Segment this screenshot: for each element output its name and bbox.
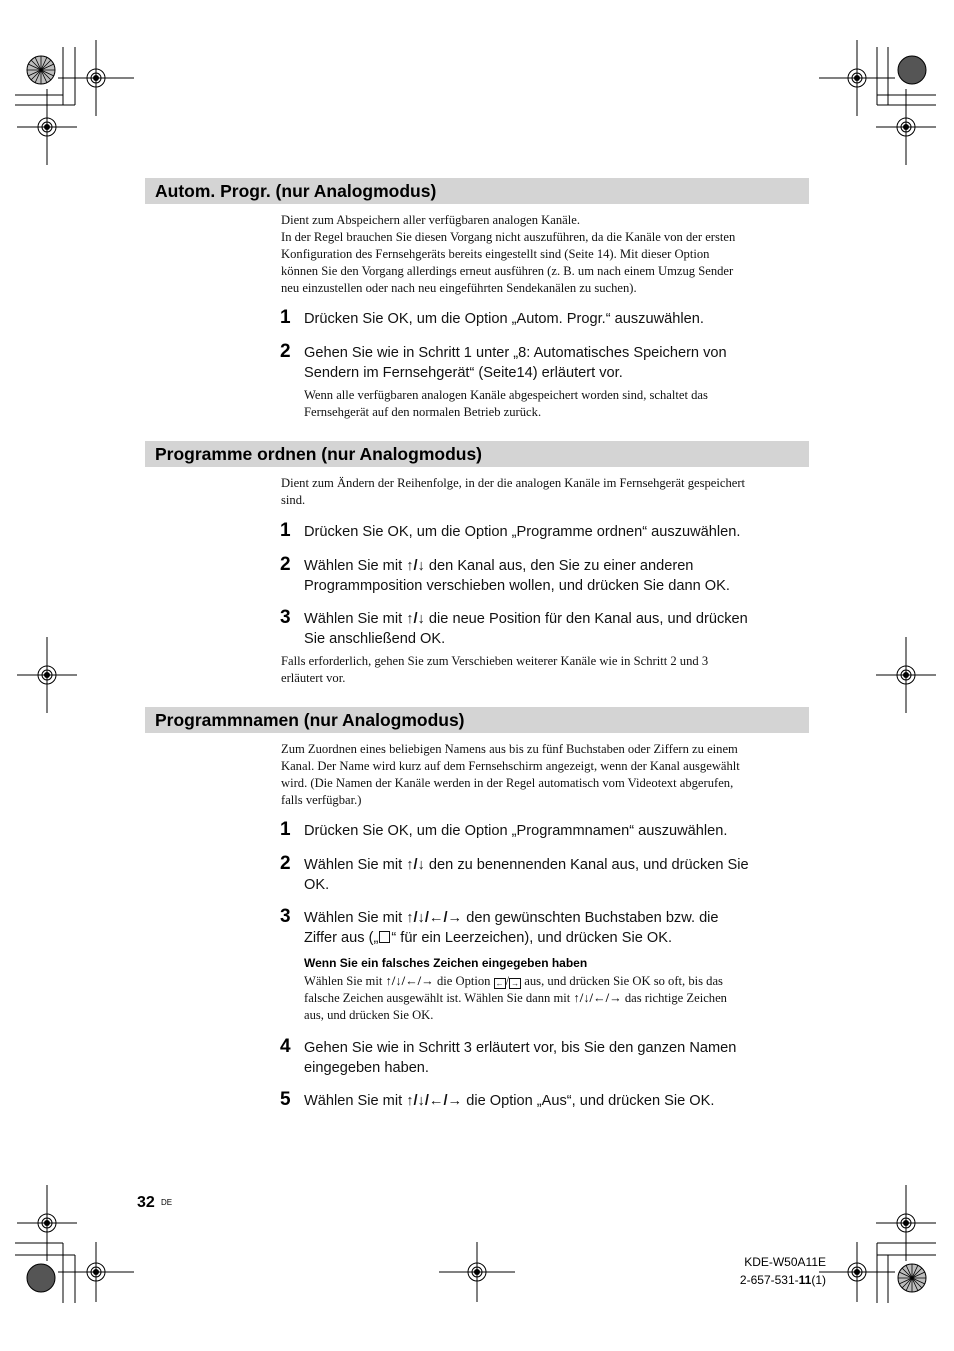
step-text <box>304 856 810 895</box>
note-part: das richtige Zeichen <box>624 991 727 1005</box>
intro-line: sind. <box>281 493 306 507</box>
intro-line: Konfiguration des Fernsehgeräts bereits eingestellt sind (Seite 14). Mit dieser Option <box>281 247 710 261</box>
note-part: die Option <box>436 974 491 988</box>
step-prefix: Wählen Sie mit <box>304 857 403 873</box>
note-part: Wählen Sie mit <box>304 974 383 988</box>
step-note <box>304 973 810 1024</box>
intro-line: Zum Zuordnen eines beliebigen Namens aus bis zu fünf Buchstaben oder Ziffern zu einem <box>281 742 738 756</box>
code-suffix: (1) <box>811 1273 826 1287</box>
model-number: KDE-W50A11E <box>744 1255 826 1269</box>
document-code <box>740 1273 826 1287</box>
step-text <box>304 344 810 383</box>
step-line: Sendern im Fernsehgerät“ (Seite14) erläutert vor. <box>304 364 623 381</box>
note-line: Falls erforderlich, gehen Sie zum Verschieben weiterer Kanäle wie in Schritt 2 und 3 <box>281 654 709 668</box>
step-line: eingegeben haben. <box>304 1059 429 1076</box>
step-prefix: Wählen Sie mit <box>304 910 403 926</box>
note-line: Wenn alle verfügbaren analogen Kanäle abgespeichert worden sind, schaltet das <box>304 388 708 402</box>
intro-line: wird. (Die Namen der Kanäle werden in der Regel automatisch vom Videotext abgerufen, <box>281 776 734 790</box>
step-part: Ziffer aus („ <box>304 929 379 946</box>
step-text <box>304 909 810 948</box>
step-line: Programmposition verschieben wollen, und drücken Sie dann OK. <box>304 577 730 594</box>
space-symbol-icon <box>379 931 390 943</box>
step-prefix: Wählen Sie mit <box>304 611 403 627</box>
step-line: Drücken Sie OK, um die Option „Programmnamen“ auszuwählen. <box>304 823 728 839</box>
backspace-key-icon: ← <box>495 979 504 988</box>
step-line: Gehen Sie wie in Schritt 3 erläutert vor, bis Sie den ganzen Namen <box>304 1040 737 1056</box>
step-number: 1 <box>280 520 291 541</box>
arrow-keys-icon: ↑/↓/←/→ <box>406 1093 463 1109</box>
arrow-keys-icon: ↑/↓ <box>406 857 425 873</box>
intro-line: Kanal. Der Name wird kurz auf dem Fernsehschirm angezeigt, wenn der Kanal ausgewählt <box>281 759 740 773</box>
step-line <box>304 856 810 876</box>
page-number: 32 <box>137 1194 155 1211</box>
step-rest: den Kanal aus, den Sie zu einer anderen <box>428 558 694 574</box>
arrow-keys-icon: ↑/↓ <box>406 558 425 574</box>
intro-line: In der Regel brauchen Sie diesen Vorgang nicht auszuführen, da die Kanäle von der ersten <box>281 230 736 244</box>
note-part: aus, und drücken Sie OK so oft, bis das <box>524 974 723 988</box>
step-text <box>304 523 810 543</box>
step-number: 1 <box>280 819 291 840</box>
intro-line: Dient zum Ändern der Reihenfolge, in der die analogen Kanäle im Fernsehgerät gespeichert <box>281 476 746 490</box>
step-prefix: Wählen Sie mit <box>304 558 403 574</box>
step-number: 5 <box>280 1089 291 1110</box>
step-text <box>304 310 810 330</box>
step-number: 3 <box>280 906 291 927</box>
section-header-autom-progr <box>145 178 809 204</box>
step-rest: die neue Position für den Kanal aus, und drücken <box>428 611 748 627</box>
page-language: DE <box>161 1198 173 1207</box>
step-line <box>304 610 810 630</box>
insert-key-icon: → <box>511 979 520 988</box>
step-part: “ für ein Leerzeichen), und drücken Sie OK. <box>391 929 673 946</box>
step-number: 2 <box>280 853 291 874</box>
note-heading: Wenn Sie ein falsches Zeichen eingegeben haben <box>304 956 588 970</box>
step-line: Drücken Sie OK, um die Option „Programme ordnen“ auszuwählen. <box>304 524 741 540</box>
section-intro <box>281 475 811 509</box>
note-part: falsche Zeichen ausgewählt ist. Wählen Sie dann mit <box>304 991 571 1005</box>
step-number: 4 <box>280 1036 291 1057</box>
step-number: 3 <box>280 607 291 628</box>
code-bold: 11 <box>798 1273 812 1287</box>
section-intro <box>281 212 811 297</box>
arrow-keys-icon: ↑/↓/←/→ <box>385 974 434 988</box>
arrow-keys-icon: ↑/↓/←/→ <box>406 910 463 926</box>
note-line: Fernsehgerät auf den normalen Betrieb zurück. <box>304 405 542 419</box>
step-text <box>304 1039 810 1078</box>
step-line: Gehen Sie wie in Schritt 1 unter „8: Automatisches Speichern von <box>304 345 727 361</box>
step-text <box>304 557 810 596</box>
step-line <box>304 557 810 577</box>
step-line: Sie anschließend OK. <box>304 630 446 647</box>
step-number: 2 <box>280 341 291 362</box>
step-line: Drücken Sie OK, um die Option „Autom. Progr.“ auszuwählen. <box>304 311 704 327</box>
step-line: OK. <box>304 876 330 893</box>
step-text <box>304 822 810 842</box>
step-line <box>304 909 810 929</box>
step-line <box>304 1092 810 1112</box>
note-line: aus, und drücken Sie OK. <box>304 1008 434 1022</box>
intro-line: neu einzustellen oder nach neu eingeführten Sendekanälen zu suchen). <box>281 281 637 295</box>
arrow-keys-icon: ↑/↓ <box>406 611 425 627</box>
step-line <box>304 929 810 949</box>
step-rest: den gewünschten Buchstaben bzw. die <box>466 910 719 926</box>
intro-line: Dient zum Abspeichern aller verfügbaren analogen Kanäle. <box>281 213 580 227</box>
step-rest: die Option „Aus“, und drücken Sie OK. <box>466 1093 715 1109</box>
code-prefix: 2-657-531- <box>739 1273 799 1287</box>
section-title: Autom. Progr. (nur Analogmodus) <box>155 181 437 201</box>
note-line: erläutert vor. <box>281 671 346 685</box>
step-number: 2 <box>280 554 291 575</box>
section-intro <box>281 741 811 809</box>
step-text <box>304 1092 810 1112</box>
step-rest: den zu benennenden Kanal aus, und drücken Sie <box>428 857 749 873</box>
step-prefix: Wählen Sie mit <box>304 1093 403 1109</box>
intro-line: können Sie den Vorgang allerdings erneut ausführen (z. B. um nach einem Umzug Sender <box>281 264 734 278</box>
step-note <box>304 387 810 421</box>
section-title: Programme ordnen (nur Analogmodus) <box>155 444 483 464</box>
intro-line: falls verfügbar.) <box>281 793 362 807</box>
arrow-keys-icon: ↑/↓/←/→ <box>573 991 622 1005</box>
section-title: Programmnamen (nur Analogmodus) <box>155 710 465 730</box>
step-number: 1 <box>280 307 291 328</box>
step-text <box>304 610 810 649</box>
section-after-note <box>281 653 811 687</box>
section-header-programmnamen <box>145 707 809 733</box>
note-line <box>304 990 810 1007</box>
section-header-programme-ordnen <box>145 441 809 467</box>
note-line: Wählen Sie mit ↑/↓/←/→ die Option ← / → aus, und drücken Sie OK so oft, bis das <box>304 974 723 988</box>
